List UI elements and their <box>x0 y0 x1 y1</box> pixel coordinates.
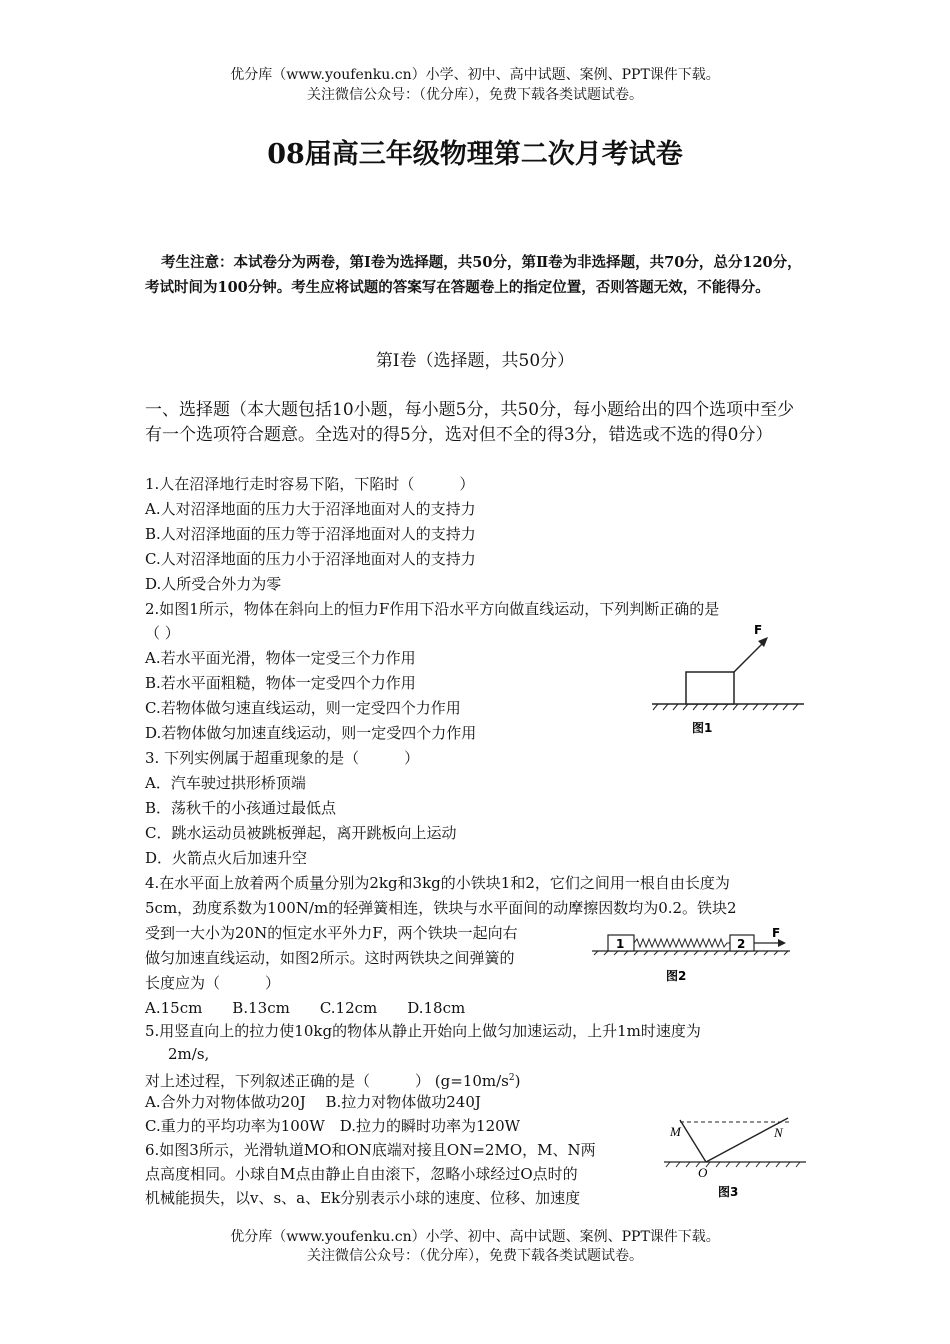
figure-1-force-arrow <box>734 640 766 672</box>
q4-line-5: 长度应为（ ） <box>145 974 281 992</box>
figure-3 <box>660 1110 810 1205</box>
q2-option-b: B.若水平面粗糙，物体一定受四个力作用 <box>145 674 416 692</box>
q1-option-a: A.人对沼泽地面的压力大于沼泽地面对人的支持力 <box>145 500 476 518</box>
q2-stem-line-2: （ ） <box>145 624 180 642</box>
q5-gravity-close: ) <box>514 1072 521 1090</box>
q4-line-2: 5cm，劲度系数为100N/m的轻弹簧相连，铁块与水平面间的动摩擦因数均为0.2。铁块2 <box>145 899 737 917</box>
q3-stem: 3. 下列实例属于超重现象的是（ ） <box>145 749 420 767</box>
figure-3-ground-hatch <box>666 1162 800 1167</box>
figure-1-caption: 图1 <box>692 721 713 735</box>
q1-option-d: D.人所受合外力为零 <box>145 575 282 593</box>
q6-line-3: 机械能损失，以v、s、a、Ek分别表示小球的速度、位移、加速度 <box>145 1189 581 1207</box>
figure-2-caption: 图2 <box>666 969 687 983</box>
q2-option-a: A.若水平面光滑，物体一定受三个力作用 <box>145 649 416 667</box>
section-instructions: 一、选择题（本大题包括10小题，每小题5分，共50分，每小题给出的四个选项中至少有一个选项符合题意。全选对的得5分，选对但不全的得3分，错选或不选的得0分） <box>145 400 795 445</box>
q1-stem: 1.人在沼泽地行走时容易下陷，下陷时（ ） <box>145 475 475 493</box>
q5-options-ab: A.合外力对物体做功20J B.拉力对物体做功240J <box>145 1093 481 1111</box>
q5-line-3 <box>145 1068 520 1091</box>
figure-2-arrowhead <box>778 939 786 947</box>
q5-gravity-note <box>435 1072 521 1090</box>
q3-option-d: D．火箭点火后加速升空 <box>145 849 308 867</box>
q2-option-d: D.若物体做匀加速直线运动，则一定受四个力作用 <box>145 724 477 742</box>
q2-stem-line-1: 2.如图1所示，物体在斜向上的恒力F作用下沿水平方向做直线运动，下列判断正确的是 <box>145 600 720 618</box>
q5-options-cd: C.重力的平均功率为100W D.拉力的瞬时功率为120W <box>145 1117 521 1135</box>
figure-3-point-o: O <box>698 1165 708 1180</box>
q3-option-a: A．汽车驶过拱形桥顶端 <box>145 774 306 792</box>
figure-2 <box>590 924 795 984</box>
figure-2-spring <box>634 939 730 947</box>
q3-option-c: C．跳水运动员被跳板弹起，离开跳板向上运动 <box>145 824 457 842</box>
figure-2-force-label: F <box>772 926 781 940</box>
q5-gravity-value: (g=10m/s <box>434 1072 509 1090</box>
q3-option-b: B．荡秋千的小孩通过最低点 <box>145 799 337 817</box>
q4-line-1: 4.在水平面上放着两个质量分别为2kg和3kg的小铁块1和2，它们之间用一根自由长度为 <box>145 874 730 892</box>
exam-notice: 考生注意：本试卷分为两卷，第Ⅰ卷为选择题，共50分，第Ⅱ卷为非选择题，共70分，总分120分，考试时间为100分钟。考生应将试题的答案写在答题卷上的指定位置，否则答题无效，不能得分。 <box>145 254 802 296</box>
q1-option-b: B.人对沼泽地面的压力等于沼泽地面对人的支持力 <box>145 525 476 543</box>
figure-3-point-m: M <box>670 1124 681 1139</box>
q5-line-1: 5.用竖直向上的拉力使10kg的物体从静止开始向上做匀加速运动，上升1m时速度为 <box>145 1022 701 1040</box>
q5-gravity-exponent: 2 <box>508 1073 515 1083</box>
figure-1-ground <box>652 704 804 710</box>
figure-2-block-1-label: 1 <box>616 937 625 951</box>
figure-1-force-label: F <box>754 623 763 637</box>
q5-line-3-text: 对上述过程，下列叙述正确的是（ ） <box>145 1072 431 1090</box>
q6-line-2: 点高度相同。小球自M点由静止自由滚下，忽略小球经过O点时的 <box>145 1165 578 1183</box>
q6-line-1: 6.如图3所示，光滑轨道MO和ON底端对接且ON=2MO，M、N两 <box>145 1141 596 1159</box>
volume-heading: 第Ⅰ卷（选择题，共50分） <box>375 351 575 371</box>
q4-line-4: 做匀加速直线运动，如图2所示。这时两铁块之间弹簧的 <box>145 949 515 967</box>
figure-1 <box>648 620 808 740</box>
header-line-1: 优分库（www.youfenku.cn）小学、初中、高中试题、案例、PPT课件下载。 <box>230 67 720 83</box>
q1-option-c: C.人对沼泽地面的压力小于沼泽地面对人的支持力 <box>145 550 476 568</box>
figure-3-point-n: N <box>774 1125 783 1140</box>
figure-2-block-2-label: 2 <box>737 937 746 951</box>
q5-line-2: 2m/s, <box>168 1045 210 1063</box>
q4-line-3: 受到一大小为20N的恒定水平外力F，两个铁块一起向右 <box>145 924 518 942</box>
figure-3-caption: 图3 <box>718 1185 739 1199</box>
q2-option-c: C.若物体做匀速直线运动，则一定受四个力作用 <box>145 699 461 717</box>
exam-title: 08届高三年级物理第二次月考试卷 <box>267 139 683 170</box>
header-line-2: 关注微信公众号：（优分库），免费下载各类试题试卷。 <box>307 87 643 103</box>
footer-line-2: 关注微信公众号：（优分库），免费下载各类试题试卷。 <box>307 1248 643 1264</box>
q4-options: A.15cm B.13cm C.12cm D.18cm <box>145 999 466 1017</box>
footer-line-1: 优分库（www.youfenku.cn）小学、初中、高中试题、案例、PPT课件下载。 <box>230 1229 720 1245</box>
figure-3-track-mo <box>680 1120 706 1162</box>
figure-1-block <box>686 672 734 704</box>
